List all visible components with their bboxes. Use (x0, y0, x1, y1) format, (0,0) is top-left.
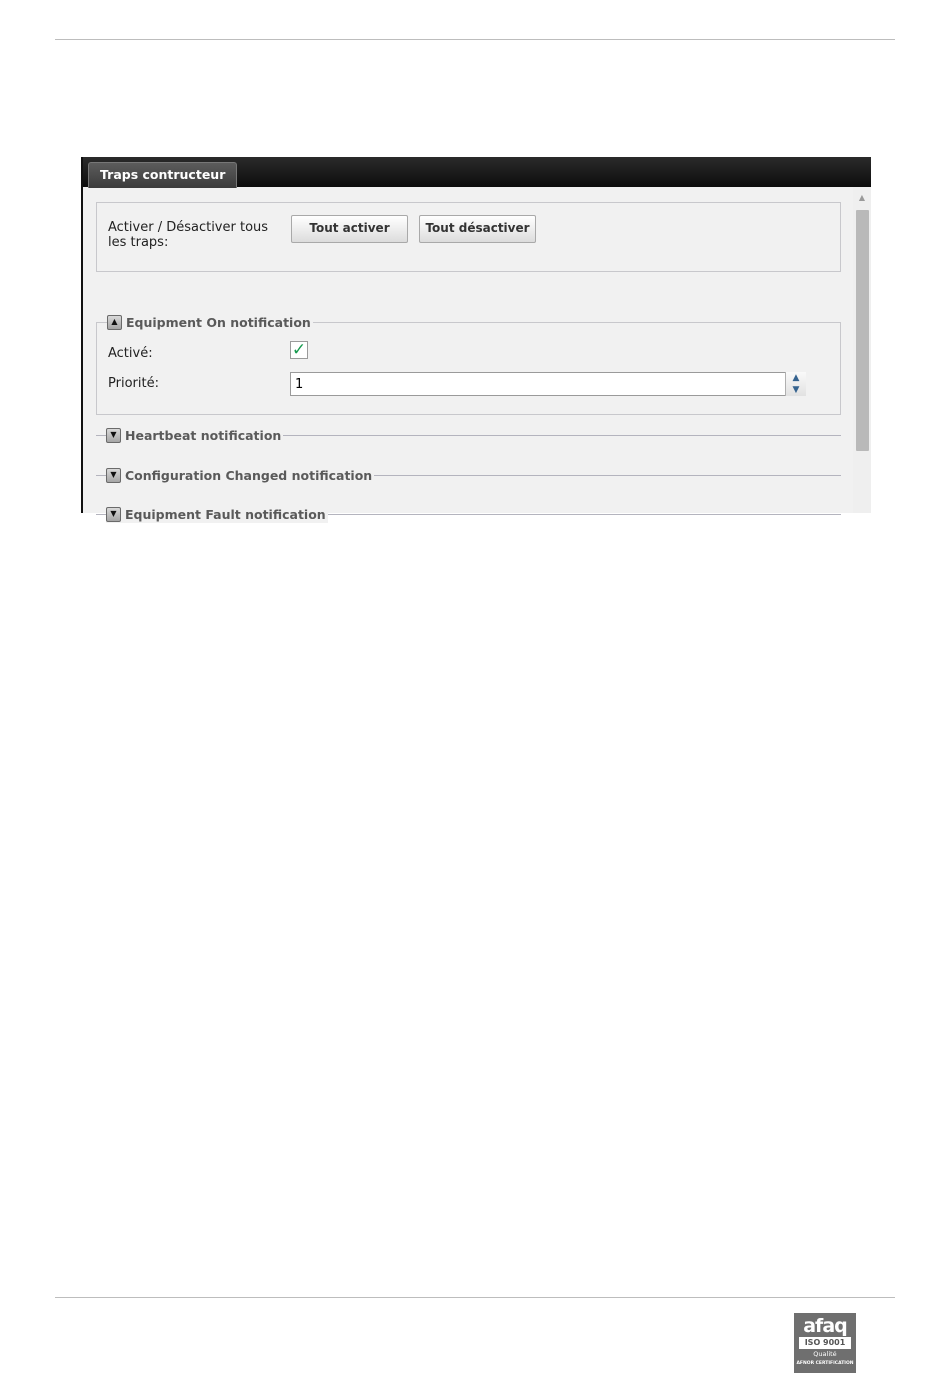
section-configuration-changed-header (106, 466, 374, 484)
section-heartbeat-header (106, 426, 283, 444)
active-checkbox[interactable] (290, 341, 308, 359)
section-title: Equipment On notification (126, 314, 311, 330)
vertical-scrollbar[interactable] (853, 187, 871, 513)
tab-traps-contructeur[interactable]: Traps contructeur (88, 162, 237, 188)
checkmark-icon: ✓ (291, 340, 307, 360)
traps-content (83, 187, 853, 522)
expand-toggle-icon[interactable]: ▼ (106, 428, 121, 443)
traps-window (81, 157, 871, 522)
expand-toggle-icon[interactable]: ▼ (106, 507, 121, 522)
spin-up-icon[interactable]: ▲ (792, 373, 800, 383)
section-equipment-on (96, 314, 841, 415)
bulk-toggle-group (96, 202, 841, 272)
section-heartbeat (96, 427, 841, 443)
logo-iso: ISO 9001 (799, 1337, 851, 1349)
logo-word: afaq (803, 1315, 847, 1337)
priority-input[interactable] (295, 376, 775, 392)
bulk-toggle-label: Activer / Désactiver tous les traps: (108, 220, 269, 250)
section-equipment-on-header (107, 313, 313, 331)
priority-spin-buttons (785, 372, 806, 396)
section-configuration-changed (96, 467, 841, 483)
active-label: Activé: (108, 346, 153, 361)
section-title: Configuration Changed notification (125, 467, 373, 483)
expand-toggle-icon[interactable]: ▼ (106, 468, 121, 483)
priority-spinner (290, 372, 806, 396)
spin-down-icon[interactable]: ▼ (792, 385, 800, 395)
section-title: Equipment Fault notification (125, 506, 326, 522)
logo-quality: Qualité (813, 1350, 837, 1358)
section-equipment-fault-header (106, 505, 328, 523)
disable-all-button[interactable]: Tout désactiver (419, 215, 536, 243)
collapse-toggle-icon[interactable]: ▲ (107, 315, 122, 330)
enable-all-button[interactable]: Tout activer (291, 215, 408, 243)
footer-rule (55, 1297, 895, 1298)
priority-label: Priorité: (108, 376, 159, 391)
section-title: Heartbeat notification (125, 427, 282, 443)
scroll-thumb[interactable] (856, 210, 869, 451)
section-equipment-fault (96, 506, 841, 522)
logo-certification: AFNOR CERTIFICATION (796, 1361, 854, 1366)
scroll-up-icon[interactable]: ▲ (858, 193, 866, 202)
header-rule (55, 39, 895, 40)
tab-bar (83, 157, 871, 187)
afaq-iso-logo (794, 1313, 856, 1373)
